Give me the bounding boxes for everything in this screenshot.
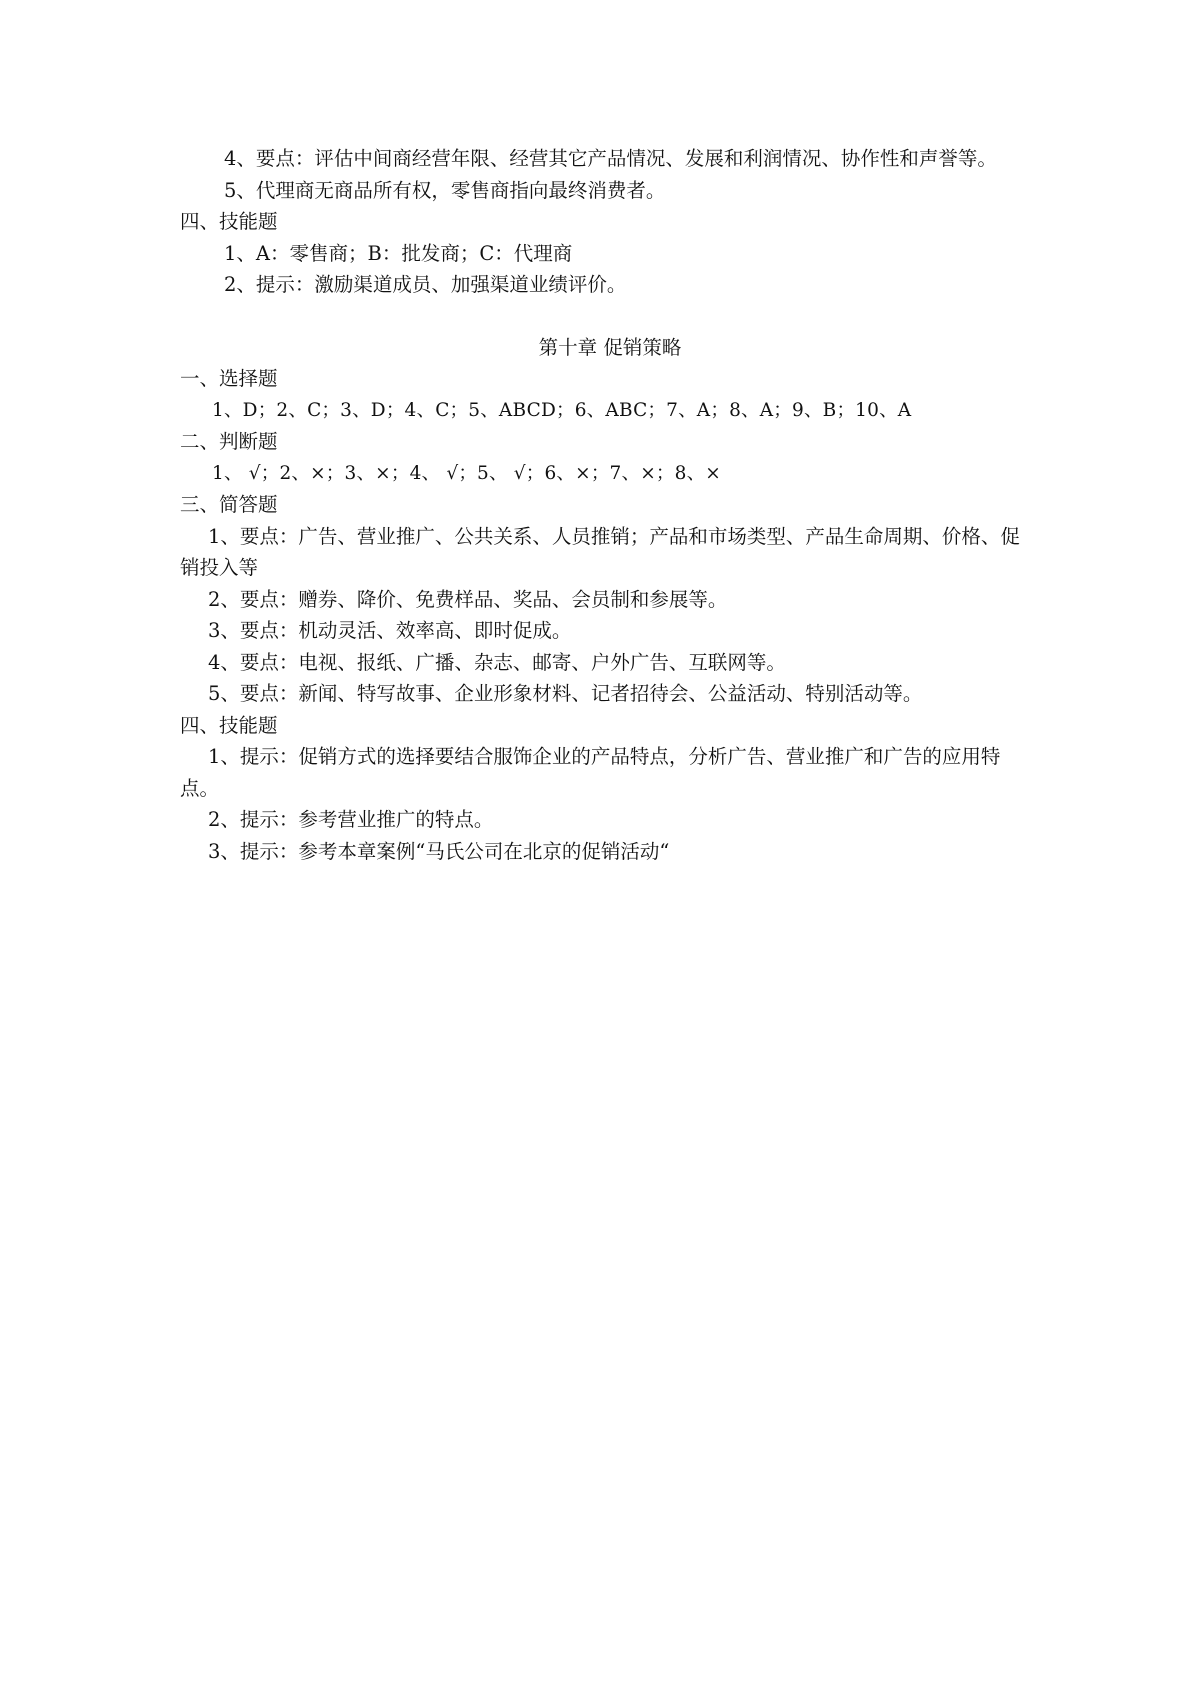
chapter-skill-1: 1、提示：促销方式的选择要结合服饰企业的产品特点，分析广告、营业推广和广告的应用特点。 [180,745,1001,800]
short-answer-2: 2、要点：赠券、降价、免费样品、奖品、会员制和参展等。 [208,587,728,611]
short-answer-3: 3、要点：机动灵活、效率高、即时促成。 [208,619,572,642]
section-heading-chapter-skills: 四、技能题 [180,713,278,737]
answer-item-4: 4、要点：评估中间商经营年限、经营其它产品情况、发展和利润情况、协作性和声誉等。 [224,147,997,170]
chapter-skill-3: 3、提示：参考本章案例“马氏公司在北京的促销活动“ [208,839,670,863]
section-heading-choice: 一、选择题 [180,367,278,390]
section-heading-short: 三、简答题 [180,493,278,516]
chapter-title: 第十章 促销策略 [538,335,682,359]
page-content [180,143,1020,867]
answer-item-5: 5、代理商无商品所有权，零售商指向最终消费者。 [224,178,666,202]
section-heading-judge: 二、判断题 [180,430,278,453]
skill-answer-2: 2、提示：激励渠道成员、加强渠道业绩评价。 [224,273,627,296]
short-answer-1: 1、要点：广告、营业推广、公共关系、人员推销；产品和市场类型、产品生命周期、价格、促销投入等 [180,524,1020,579]
chapter-skill-2: 2、提示：参考营业推广的特点。 [208,808,494,831]
short-answer-5: 5、要点：新闻、特写故事、企业形象材料、记者招待会、公益活动、特别活动等。 [208,682,923,705]
skill-answer-1: 1、A：零售商；B：批发商；C：代理商 [224,241,573,265]
section-heading-skills: 四、技能题 [180,210,278,233]
choice-answers: 1、D；2、C；3、D；4、C；5、ABCD；6、ABC；7、A；8、A；9、B；10、A [212,399,912,421]
judge-answers: 1、 √；2、×；3、×；4、 √；5、 √；6、×；7、×；8、× [212,462,721,484]
short-answer-4: 4、要点：电视、报纸、广播、杂志、邮寄、户外广告、互联网等。 [208,650,786,674]
